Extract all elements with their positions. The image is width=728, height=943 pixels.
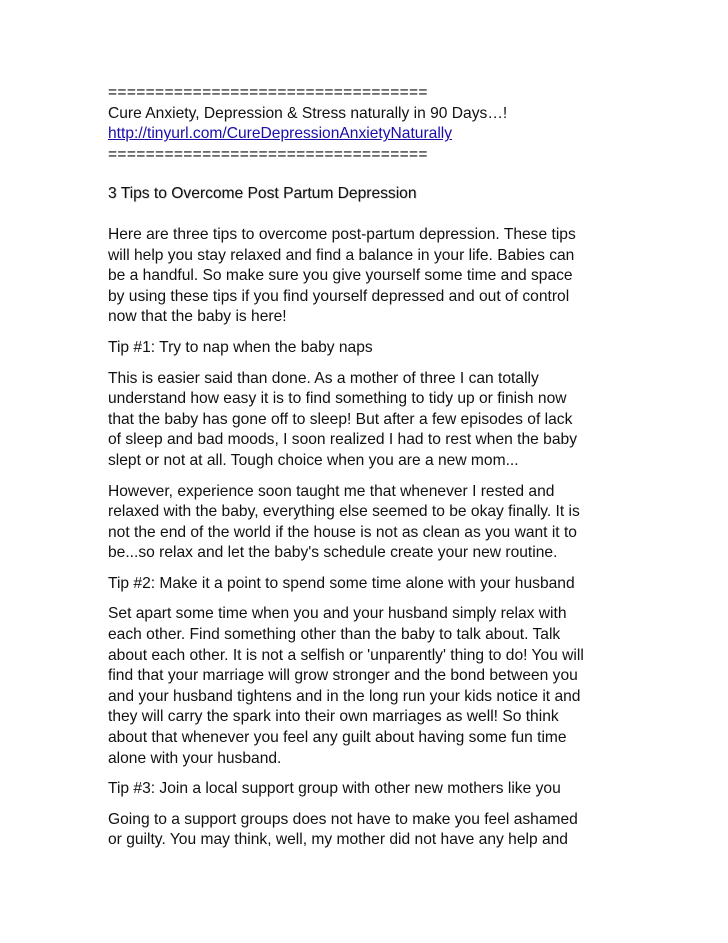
- text-line: alone with your husband.: [108, 749, 282, 767]
- text-line: or guilty. You may think, well, my mother did not have any help and: [108, 831, 568, 849]
- text-line: Tip #2: Make it a point to spend some time alone with your husband: [108, 574, 575, 592]
- document-page: [108, 83, 628, 851]
- text-line: will help you stay relaxed and find a balance in your life. Babies can: [108, 246, 575, 264]
- tip-3-heading: [108, 779, 628, 800]
- text-line: Going to a support groups does not have to make you feel ashamed: [108, 810, 578, 828]
- article-title: 3 Tips to Overcome Post Partum Depression: [108, 185, 417, 203]
- text-line: Set apart some time when you and your husband simply relax with: [108, 605, 567, 623]
- separator-bottom: ==================================: [108, 145, 428, 163]
- text-line: Here are three tips to overcome post-partum depression. These tips: [108, 225, 576, 243]
- text-line: of sleep and bad moods, I soon realized I had to rest when the baby: [108, 431, 577, 449]
- text-line: about that whenever you feel any guilt about having some fun time: [108, 729, 567, 747]
- promo-text: Cure Anxiety, Depression & Stress naturally in 90 Days…!: [108, 104, 508, 122]
- text-line: find that your marriage will grow stronger and the bond between you: [108, 667, 578, 685]
- tip-1-heading: [108, 338, 628, 359]
- text-line: not the end of the world if the house is not as clean as you want it to: [108, 523, 577, 541]
- text-line: relaxed with the baby, everything else seemed to be okay finally. It is: [108, 503, 580, 521]
- tip-2-paragraph: [108, 604, 628, 769]
- text-line: Tip #1: Try to nap when the baby naps: [108, 338, 373, 356]
- promo-link[interactable]: http://tinyurl.com/CureDepressionAnxietyNaturally: [108, 125, 453, 143]
- text-line: slept or not at all. Tough choice when you are a new mom...: [108, 451, 519, 469]
- text-line: now that the baby is here!: [108, 308, 287, 326]
- tip-1-paragraph: [108, 369, 628, 472]
- text-line: Tip #3: Join a local support group with other new mothers like you: [108, 780, 561, 798]
- tip-3-paragraph: [108, 810, 628, 851]
- text-line: and your husband tightens and in the long run your kids notice it and: [108, 687, 581, 705]
- text-line: they will carry the spark into their own marriages as well! So think: [108, 708, 559, 726]
- text-line: by using these tips if you find yourself depressed and out of control: [108, 287, 570, 305]
- text-line: that the baby has gone off to sleep! But after a few episodes of lack: [108, 410, 573, 428]
- tip-2-heading: [108, 574, 628, 595]
- intro-paragraph: [108, 225, 628, 328]
- text-line: be a handful. So make sure you give yourself some time and space: [108, 267, 573, 285]
- tip-1-followup-paragraph: [108, 482, 628, 564]
- text-line: However, experience soon taught me that whenever I rested and: [108, 482, 555, 500]
- article-body: [108, 225, 628, 851]
- separator-top: ==================================: [108, 84, 428, 101]
- text-line: understand how easy it is to find something to tidy up or finish now: [108, 390, 567, 408]
- text-line: about each other. It is not a selfish or 'unparently' thing to do! You will: [108, 646, 584, 664]
- text-line: This is easier said than done. As a mother of three I can totally: [108, 369, 539, 387]
- text-line: be...so relax and let the baby's schedule create your new routine.: [108, 544, 558, 562]
- text-line: each other. Find something other than the baby to talk about. Talk: [108, 626, 561, 644]
